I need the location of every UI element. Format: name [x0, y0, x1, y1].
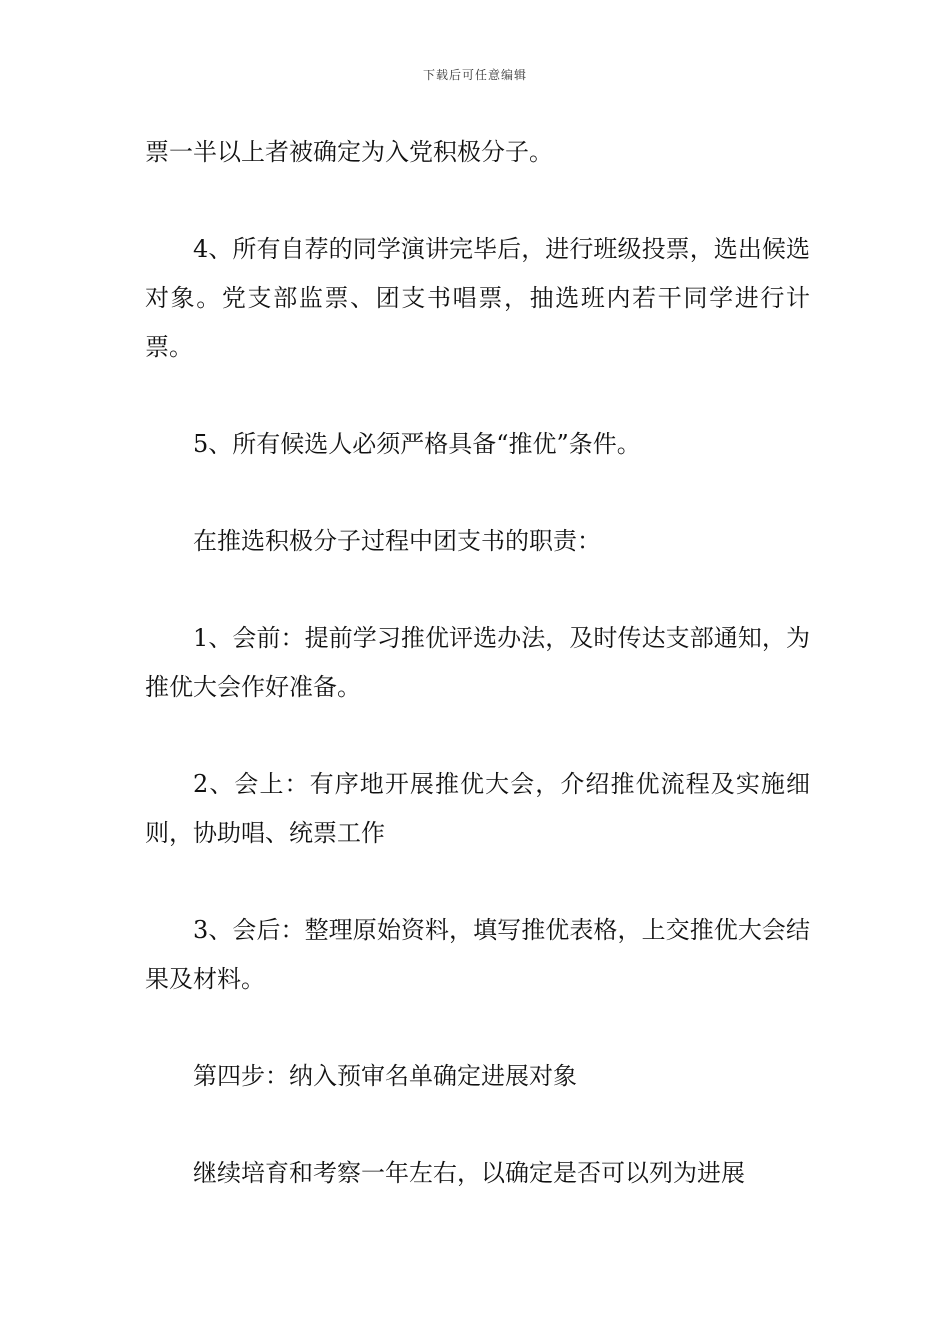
paragraph-7: 3、会后：整理原始资料，填写推优表格，上交推优大会结果及材料。 [145, 916, 810, 993]
page-header: 下载后可任意编辑 [422, 68, 527, 82]
document-body [145, 128, 810, 1246]
paragraph-3: 5、所有候选人必须严格具备“推优”条件。 [193, 430, 641, 458]
paragraph-8: 第四步：纳入预审名单确定进展对象 [193, 1062, 577, 1090]
paragraph-9: 继续培育和考察一年左右，以确定是否可以列为进展 [193, 1159, 745, 1187]
paragraph-1: 票一半以上者被确定为入党积极分子。 [145, 138, 553, 166]
paragraph-6: 2、会上：有序地开展推优大会，介绍推优流程及实施细则，协助唱、统票工作 [145, 770, 810, 847]
paragraph-5: 1、会前：提前学习推优评选办法，及时传达支部通知，为推优大会作好准备。 [145, 624, 810, 701]
paragraph-2: 4、所有自荐的同学演讲完毕后，进行班级投票，选出候选对象。党支部监票、团支书唱票，抽选班内若干同学进行计票。 [145, 235, 810, 361]
paragraph-4: 在推选积极分子过程中团支书的职责： [193, 527, 601, 555]
